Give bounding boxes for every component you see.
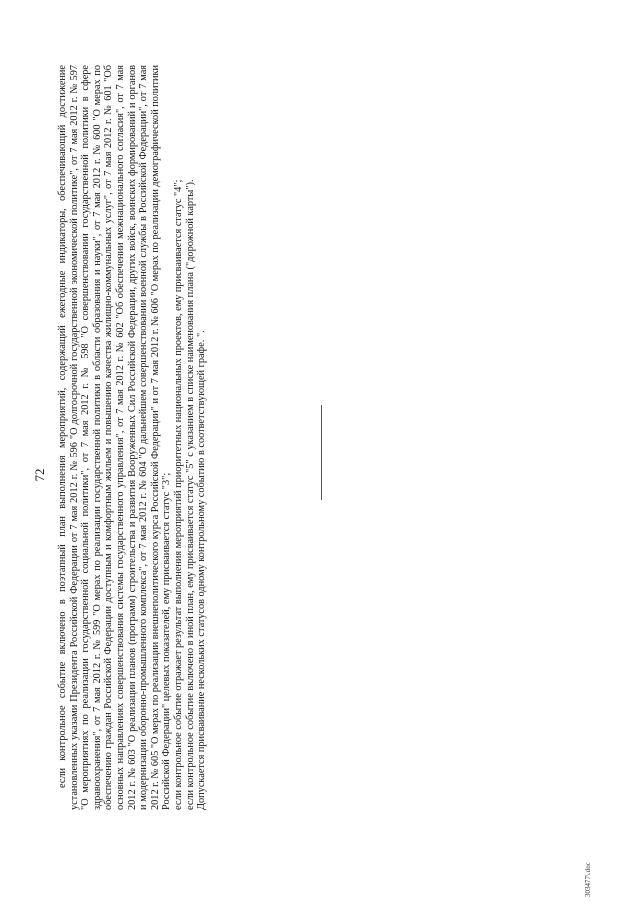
paragraph-status-4: если контрольное событие отражает результат выполнения мероприятий приоритетных национальных проектов, ему присваивается статус "4";: [172, 179, 184, 810]
footer-document-code: 303477\.doc: [584, 862, 592, 897]
section-divider: [321, 405, 322, 500]
document-page: [0, 45, 640, 905]
document-body: [57, 65, 208, 810]
paragraph-status-5: если контрольное событие включено в иной план, ему присваивается статус "5" с указанием в списке наименования плана ("дорожной карты").: [184, 179, 196, 810]
paragraph-multiple-statuses: Допускается присваивание нескольких статусов одному контрольному событию в соответствующей графе. ".: [196, 330, 208, 810]
page-number: 72: [32, 468, 47, 482]
paragraph-status-3: если контрольное событие включено в поэтапный план выполнения мероприятий, содержащий ежегодные индикаторы, обеспечивающий достижение установленных указами Президента Российской Федерации от 7 мая 2012 г. № 596 "О долгосрочной государственной экономической политике", от 7 мая 2012 г. № 597 "О мероприятиях по реализации государственной социальной политики", от 7 мая 2012 г. № 598 "О совершенствовании государственной политики в сфере здравоохранения", от 7 мая 2012 г. № 599 "О мерах по реализации государственной политики в области образования и науки", от 7 мая 2012 г. № 600 "О мерах по обеспечению граждан Российской Федерации доступным и комфортным жильем и повышению качества жилищно-коммунальных услуг", от 7 мая 2012 г. № 601 "Об основных направлениях совершенствования системы государственного управления", от 7 мая 2012 г. № 602 "Об обеспечении межнационального согласия", от 7 мая 2012 г. № 603 "О реализации планов (программ) строительства и развития Вооруженных Сил Российской Федерации, других войск, воинских формирований и органов и модернизации оборонно-промышленного комплекса", от 7 мая 2012 г. № 604 "О дальнейшем совершенствовании военной службы в Российской Федерации", от 7 мая 2012 г. № 605 "О мерах по реализации внешнеполитического курса Российской Федерации" и от 7 мая 2012 г. № 606 "О мерах по реализации демографической политики Российской Федерации" целевых показателей, ему присваивается статус "3";: [57, 65, 173, 810]
